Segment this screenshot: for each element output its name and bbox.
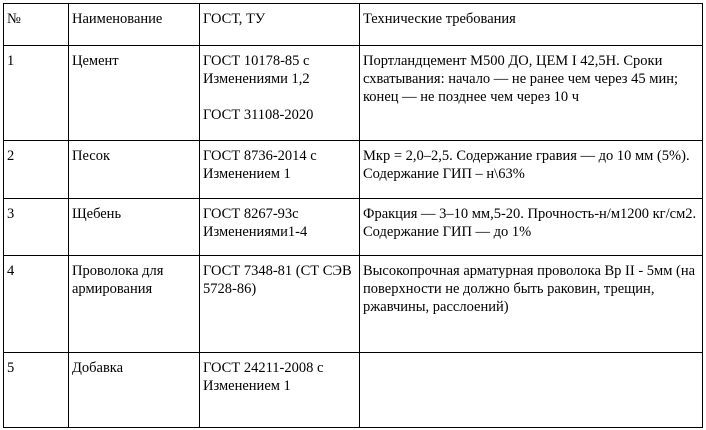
row-gost-secondary: ГОСТ 31108-2020 bbox=[203, 107, 314, 123]
table-row bbox=[4, 353, 703, 428]
row-name: Цемент bbox=[69, 46, 200, 141]
table-header-row bbox=[4, 4, 703, 46]
row-number: 1 bbox=[4, 46, 69, 141]
table-row bbox=[4, 199, 703, 256]
table-row bbox=[4, 46, 703, 141]
row-gost-primary: ГОСТ 10178-85 с Изменениями 1,2 bbox=[203, 53, 310, 87]
row-name: Песок bbox=[69, 141, 200, 199]
row-gost: ГОСТ 24211-2008 с Изменением 1 bbox=[200, 353, 360, 428]
row-gost: ГОСТ 8267-93с Изменениями1-4 bbox=[200, 199, 360, 256]
row-name: Добавка bbox=[69, 353, 200, 428]
row-requirements: Портландцемент М500 ДО, ЦЕМ I 42,5Н. Сроки схватывания: начало — не ранее чем через 45 мин; конец — не позднее чем через 10 ч bbox=[360, 46, 703, 141]
specifications-table bbox=[3, 3, 703, 428]
row-requirements: Фракция — 3–10 мм,5-20. Прочность-н/м1200 кг/см2. Содержание ГИП — до 1% bbox=[360, 199, 703, 256]
row-gost: ГОСТ 8736-2014 с Изменением 1 bbox=[200, 141, 360, 199]
row-gost bbox=[200, 46, 360, 141]
row-requirements bbox=[360, 353, 703, 428]
table-row bbox=[4, 256, 703, 353]
header-requirements: Технические требования bbox=[360, 4, 703, 46]
row-requirements: Высокопрочная арматурная проволока Вр II - 5мм (на поверхности не должно быть раковин, трещин, ржавчины, расслоений) bbox=[360, 256, 703, 353]
header-gost: ГОСТ, ТУ bbox=[200, 4, 360, 46]
row-number: 5 bbox=[4, 353, 69, 428]
row-number: 2 bbox=[4, 141, 69, 199]
table-row bbox=[4, 141, 703, 199]
row-gost: ГОСТ 7348-81 (СТ СЭВ 5728-86) bbox=[200, 256, 360, 353]
row-name: Проволока для армирования bbox=[69, 256, 200, 353]
header-number: № bbox=[4, 4, 69, 46]
header-name: Наименование bbox=[69, 4, 200, 46]
row-number: 4 bbox=[4, 256, 69, 353]
row-name: Щебень bbox=[69, 199, 200, 256]
row-number: 3 bbox=[4, 199, 69, 256]
row-requirements: Мкр = 2,0–2,5. Содержание гравия — до 10 мм (5%). Содержание ГИП – н\63% bbox=[360, 141, 703, 199]
